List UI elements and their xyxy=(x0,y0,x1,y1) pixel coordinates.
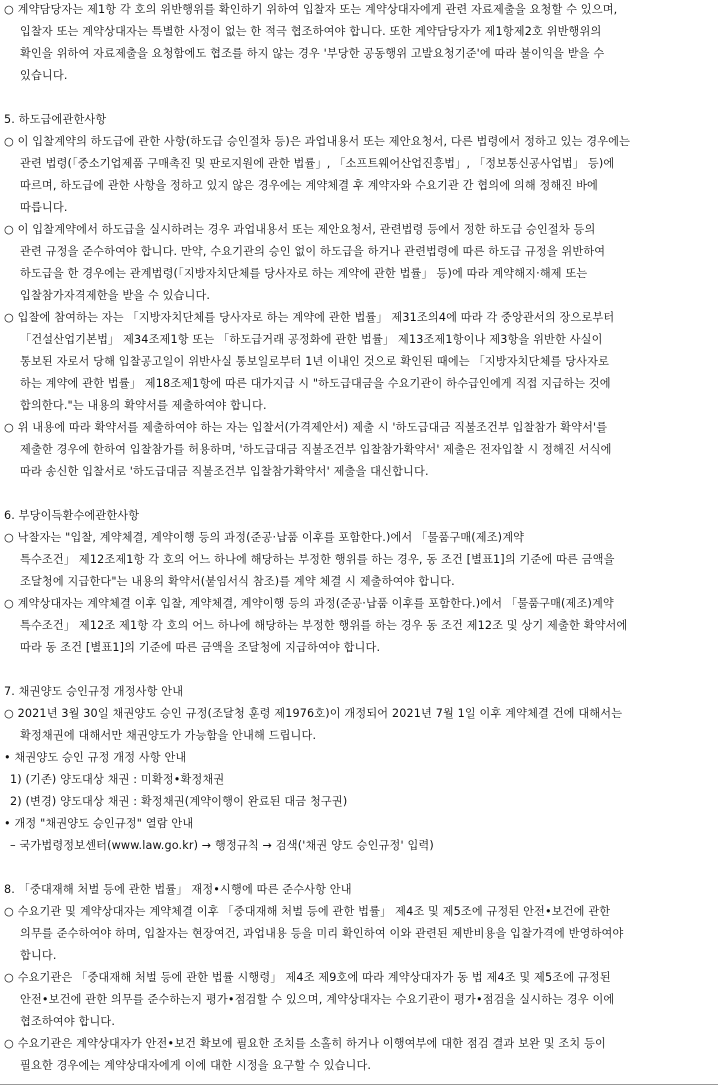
text-line: 입찰참가자격제한을 받을 수 있습니다. xyxy=(20,289,211,302)
text-line: ○ 이 입찰계약에서 하도급을 실시하려는 경우 과업내용서 또는 제안요청서, 관련법령 등에서 정한 하도급 승인절차 등의 xyxy=(4,223,596,236)
text-line: ○ 낙찰자는 "입찰, 계약체결, 계약이행 등의 과정(준공·납품 이후를 포함한다.)에서 「물품구매(제조)계약 xyxy=(4,531,525,544)
text-line: – 국가법령정보센터(www.law.go.kr) → 행정규칙 → 검색('채권 양도 승인규정' 입력) xyxy=(10,839,434,852)
text-line: ○ 2021년 3월 30일 채권양도 승인 규정(조달청 훈령 제1976호)이 개정되어 2021년 7월 1일 이후 계약체결 건에 대해서는 xyxy=(4,707,623,720)
text-line: 하도급을 한 경우에는 관계법령(「지방자치단체를 당사자로 하는 계약에 관한 법률」 등)에 따라 계약해지·해제 또는 xyxy=(20,267,588,280)
text-line: 따라 동 조건 [별표1]의 기준에 따른 금액을 조달청에 지급하여야 합니다. xyxy=(20,641,381,654)
text-line: 입찰자 또는 계약상대자는 특별한 사정이 없는 한 적극 협조하여야 합니다. 또한 계약담당자가 제1항제2호 위반행위의 xyxy=(20,25,602,38)
text-line: 8. 「중대재해 처벌 등에 관한 법률」 재정•시행에 따른 준수사항 안내 xyxy=(4,883,352,896)
text-line: • 개정 "채권양도 승인규정" 열람 안내 xyxy=(4,817,194,830)
text-line: 따르며, 하도급에 관한 사항을 정하고 있지 않은 경우에는 계약체결 후 계약자와 수요기관 간 협의에 의해 정해진 바에 xyxy=(20,179,598,192)
text-line: 하는 계약에 관한 법률」 제18조제1항에 따른 대가지급 시 "하도급대금을 수요기관이 하수급인에게 직접 지급하는 것에 xyxy=(20,377,611,390)
text-line: 2) (변경) 양도대상 채권 : 확정채권(계약이행이 완료된 대금 청구권) xyxy=(10,795,348,808)
text-line: 5. 하도급에관한사항 xyxy=(4,113,107,126)
text-line: ○ 계약담당자는 제1항 각 호의 위반행위를 확인하기 위하여 입찰자 또는 계약상대자에게 관련 자료제출을 요청할 수 있으며, xyxy=(4,3,618,16)
text-line: ○ 수요기관 및 계약상대자는 계약체결 이후 「중대재해 처벌 등에 관한 법률」 제4조 및 제5조에 규정된 안전•보건에 관한 xyxy=(4,905,611,918)
text-line: ○ 입찰에 참여하는 자는 「지방자치단체를 당사자로 하는 계약에 관한 법률」 제31조의4에 따라 각 중앙관서의 장으로부터 xyxy=(4,311,615,324)
text-line: 확정채권에 대해서만 채권양도가 가능함을 안내해 드립니다. xyxy=(20,729,317,742)
text-line: 관련 법령(「중소기업제품 구매촉진 및 판로지원에 관한 법률」, 「소프트웨어산업진흥법」, 「정보통신공사업법」 등)에 xyxy=(20,157,615,170)
text-line: 합니다. xyxy=(20,949,57,962)
text-line: ○ 수요기관은 「중대재해 처벌 등에 관한 법률 시행령」 제4조 제9호에 따라 계약상대자가 동 법 제4조 및 제5조에 규정된 xyxy=(4,971,611,984)
text-line: 통보된 자로서 당해 입찰공고일이 위반사실 통보일로부터 1년 이내인 것으로 확인된 때에는 「지방자치단체를 당사자로 xyxy=(20,355,610,368)
text-line: 합의한다."는 내용의 확약서를 제출하여야 합니다. xyxy=(20,399,267,412)
text-line: ○ 위 내용에 따라 확약서를 제출하여야 하는 자는 입찰서(가격제안서) 제출 시 '하도급대금 직불조건부 입찰참가 확약서'를 xyxy=(4,421,608,434)
text-line: 있습니다. xyxy=(20,69,68,82)
text-line: 필요한 경우에는 계약상대자에게 이에 대한 시정을 요구할 수 있습니다. xyxy=(20,1059,372,1072)
text-line: 조달청에 지급한다"는 내용의 확약서(붙임서식 참조)를 계약 체결 시 제출하여야 합니다. xyxy=(20,575,455,588)
text-line: 1) (기존) 양도대상 채권 : 미확정•확정채권 xyxy=(10,773,225,786)
text-line: 특수조건」 제12조 제1항 각 호의 어느 하나에 해당하는 부정한 행위를 하는 경우 동 조건 제12조 및 상기 제출한 확약서에 xyxy=(20,619,628,632)
text-line: 확인을 위하여 자료제출을 요청함에도 협조를 하지 않는 경우 '부당한 공동행위 고발요청기준'에 따라 불이익을 받을 수 xyxy=(20,47,605,60)
text-line: 특수조건」 제12조제1항 각 호의 어느 하나에 해당하는 부정한 행위를 하는 경우, 동 조건 [별표1]의 기준에 따른 금액을 xyxy=(20,553,615,566)
text-line: 의무를 준수하여야 하며, 입찰자는 현장여건, 과업내용 등을 미리 확인하여 이와 관련된 제반비용을 입찰가격에 반영하여야 xyxy=(20,927,624,940)
text-line: ○ 이 입찰계약의 하도급에 관한 사항(하도급 승인절차 등)은 과업내용서 또는 제안요청서, 다른 법령에서 정하고 있는 경우에는 xyxy=(4,135,631,148)
text-line: 따릅니다. xyxy=(20,201,68,214)
text-line: 제출한 경우에 한하여 입찰참가를 허용하며, '하도급대금 직불조건부 입찰참가확약서' 제출은 전자입찰 시 정해진 서식에 xyxy=(20,443,612,456)
text-line: 「건설산업기본법」 제34조제1항 또는 「하도급거래 공정화에 관한 법률」 제13조제1항이나 제3항을 위반한 사실이 xyxy=(20,333,603,346)
text-line: ○ 수요기관은 계약상대자가 안전•보건 확보에 필요한 조치를 소홀히 하거나 이행여부에 대한 점검 결과 보완 및 조치 등이 xyxy=(4,1037,606,1050)
text-line: 6. 부당이득환수에관한사항 xyxy=(4,509,140,522)
text-line: ○ 계약상대자는 계약체결 이후 입찰, 계약체결, 계약이행 등의 과정(준공·납품 이후를 포함한다.)에서 「물품구매(제조)계약 xyxy=(4,597,614,610)
text-line: 7. 채권양도 승인규정 개정사항 안내 xyxy=(4,685,184,698)
text-line: 관련 규정을 준수하여야 합니다. 만약, 수요기관의 승인 없이 하도급을 하거나 관련법령에 따른 하도급 규정을 위반하여 xyxy=(20,245,606,258)
text-line: 안전•보건에 관한 의무를 준수하는지 평가•점검할 수 있으며, 계약상대자는 수요기관이 평가•점검을 실시하는 경우 이에 xyxy=(20,993,615,1006)
text-line: 협조하여야 합니다. xyxy=(20,1015,116,1028)
text-line: • 채권양도 승인 규정 개정 사항 안내 xyxy=(4,751,187,764)
text-line: 따라 송신한 입찰서로 '하도급대금 직불조건부 입찰참가확약서' 제출을 대신합니다. xyxy=(20,465,429,478)
